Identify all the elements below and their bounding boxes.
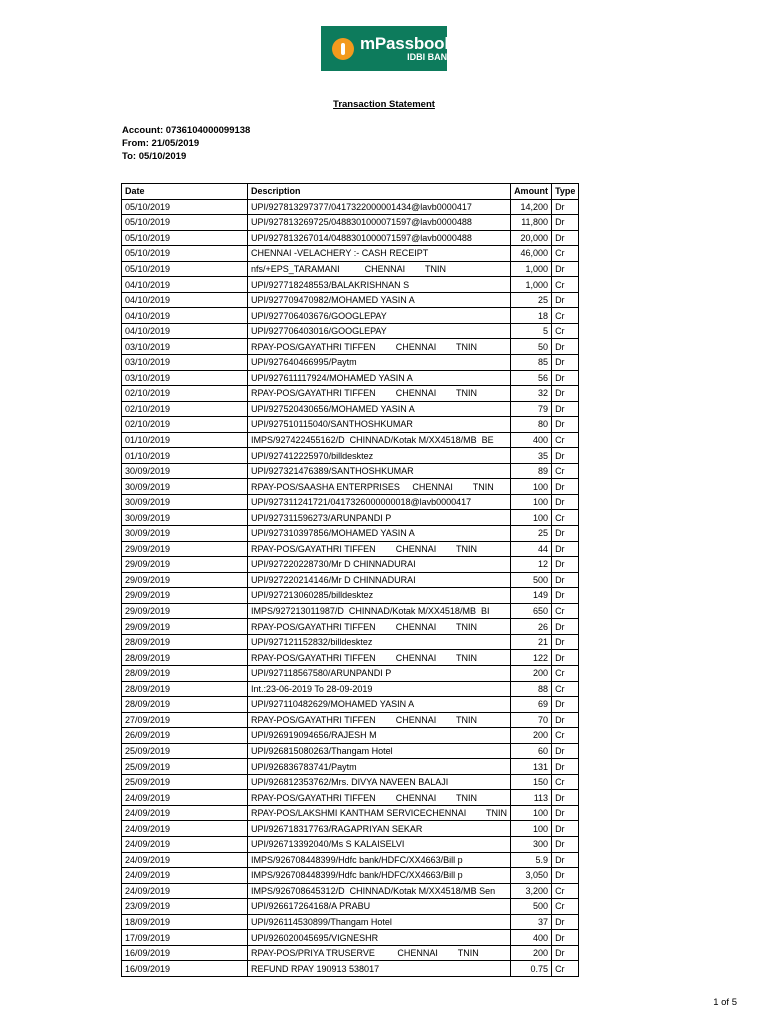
transaction-rows: [122, 199, 579, 976]
cell-amount: 85: [511, 355, 552, 371]
cell-description: UPI/926812353762/Mrs. DIVYA NAVEEN BALAJI: [248, 774, 511, 790]
transaction-table: [121, 183, 579, 977]
cell-description: UPI/927110482629/MOHAMED YASIN A: [248, 697, 511, 713]
table-row: [122, 463, 579, 479]
cell-description: UPI/926815080263/Thangam Hotel: [248, 743, 511, 759]
cell-date: 30/09/2019: [122, 479, 248, 495]
cell-date: 03/10/2019: [122, 339, 248, 355]
table-row: [122, 930, 579, 946]
cell-type: Dr: [552, 494, 579, 510]
cell-type: Cr: [552, 681, 579, 697]
cell-description: UPI/926114530899/Thangam Hotel: [248, 914, 511, 930]
cell-amount: 5: [511, 323, 552, 339]
table-row: [122, 899, 579, 915]
cell-description: UPI/927813297377/0417322000001434@lavb0000417: [248, 199, 511, 215]
table-row: [122, 650, 579, 666]
cell-date: 16/09/2019: [122, 961, 248, 977]
table-row: [122, 199, 579, 215]
cell-type: Dr: [552, 401, 579, 417]
cell-date: 04/10/2019: [122, 323, 248, 339]
cell-description: UPI/927310397856/MOHAMED YASIN A: [248, 526, 511, 542]
cell-description: UPI/927706403676/GOOGLEPAY: [248, 308, 511, 324]
cell-type: Dr: [552, 261, 579, 277]
cell-type: Dr: [552, 526, 579, 542]
cell-description: Int.:23-06-2019 To 28-09-2019: [248, 681, 511, 697]
cell-date: 05/10/2019: [122, 199, 248, 215]
cell-type: Dr: [552, 821, 579, 837]
logo-bank-name: IDBI BANK: [407, 52, 454, 62]
cell-date: 24/09/2019: [122, 868, 248, 884]
cell-date: 30/09/2019: [122, 463, 248, 479]
table-row: [122, 619, 579, 635]
cell-amount: 56: [511, 370, 552, 386]
table-row: [122, 852, 579, 868]
cell-date: 04/10/2019: [122, 292, 248, 308]
table-row: [122, 277, 579, 293]
table-row: [122, 323, 579, 339]
cell-type: Cr: [552, 728, 579, 744]
cell-description: UPI/927520430656/MOHAMED YASIN A: [248, 401, 511, 417]
page-number: 1 of 5: [713, 997, 737, 1008]
cell-amount: 32: [511, 386, 552, 402]
cell-type: Dr: [552, 572, 579, 588]
cell-type: Cr: [552, 463, 579, 479]
table-row: [122, 588, 579, 604]
cell-description: UPI/927640466995/Paytm: [248, 355, 511, 371]
table-row: [122, 308, 579, 324]
table-row: [122, 526, 579, 542]
cell-amount: 80: [511, 417, 552, 433]
cell-amount: 46,000: [511, 246, 552, 262]
cell-date: 27/09/2019: [122, 712, 248, 728]
cell-amount: 100: [511, 479, 552, 495]
table-row: [122, 494, 579, 510]
cell-type: Cr: [552, 308, 579, 324]
cell-date: 25/09/2019: [122, 743, 248, 759]
cell-type: Dr: [552, 588, 579, 604]
table-row: [122, 836, 579, 852]
cell-description: UPI/926617264168/A PRABU: [248, 899, 511, 915]
cell-amount: 44: [511, 541, 552, 557]
table-row: [122, 697, 579, 713]
cell-date: 29/09/2019: [122, 588, 248, 604]
logo-text: [360, 35, 454, 62]
cell-description: UPI/927311596273/ARUNPANDI P: [248, 510, 511, 526]
cell-type: Dr: [552, 759, 579, 775]
cell-amount: 150: [511, 774, 552, 790]
mpassbook-logo: [321, 26, 454, 71]
cell-date: 02/10/2019: [122, 417, 248, 433]
cell-date: 04/10/2019: [122, 277, 248, 293]
cell-date: 05/10/2019: [122, 261, 248, 277]
table-row: [122, 821, 579, 837]
cell-type: Dr: [552, 634, 579, 650]
cell-description: UPI/927709470982/MOHAMED YASIN A: [248, 292, 511, 308]
cell-type: Dr: [552, 914, 579, 930]
cell-description: RPAY-POS/GAYATHRI TIFFEN CHENNAI TNIN: [248, 790, 511, 806]
cell-description: RPAY-POS/PRIYA TRUSERVE CHENNAI TNIN: [248, 945, 511, 961]
table-row: [122, 339, 579, 355]
cell-type: Dr: [552, 448, 579, 464]
cell-amount: 100: [511, 805, 552, 821]
cell-amount: 88: [511, 681, 552, 697]
account-number: Account: 0736104000099138: [122, 125, 251, 136]
table-row: [122, 743, 579, 759]
table-row: [122, 541, 579, 557]
cell-date: 28/09/2019: [122, 697, 248, 713]
cell-date: 30/09/2019: [122, 526, 248, 542]
cell-type: Cr: [552, 665, 579, 681]
cell-description: UPI/927813269725/0488301000071597@lavb0000488: [248, 215, 511, 231]
table-row: [122, 868, 579, 884]
cell-date: 25/09/2019: [122, 774, 248, 790]
cell-date: 03/10/2019: [122, 370, 248, 386]
table-row: [122, 557, 579, 573]
cell-amount: 100: [511, 510, 552, 526]
cell-description: UPI/927121152832/billdesktez: [248, 634, 511, 650]
cell-date: 29/09/2019: [122, 572, 248, 588]
cell-type: Dr: [552, 945, 579, 961]
cell-description: RPAY-POS/SAASHA ENTERPRISES CHENNAI TNIN: [248, 479, 511, 495]
cell-description: UPI/927321476389/SANTHOSHKUMAR: [248, 463, 511, 479]
cell-description: UPI/927718248553/BALAKRISHNAN S: [248, 277, 511, 293]
table-row: [122, 261, 579, 277]
cell-amount: 650: [511, 603, 552, 619]
cell-amount: 20,000: [511, 230, 552, 246]
cell-type: Dr: [552, 479, 579, 495]
cell-amount: 25: [511, 526, 552, 542]
cell-amount: 400: [511, 930, 552, 946]
cell-description: RPAY-POS/LAKSHMI KANTHAM SERVICECHENNAI TNIN: [248, 805, 511, 821]
table-row: [122, 479, 579, 495]
cell-date: 05/10/2019: [122, 215, 248, 231]
cell-type: Cr: [552, 603, 579, 619]
cell-date: 29/09/2019: [122, 557, 248, 573]
table-row: [122, 246, 579, 262]
cell-description: UPI/927813267014/0488301000071597@lavb0000488: [248, 230, 511, 246]
cell-type: Dr: [552, 386, 579, 402]
cell-description: IMPS/926708448399/Hdfc bank/HDFC/XX4663/Bill p: [248, 852, 511, 868]
cell-date: 24/09/2019: [122, 790, 248, 806]
table-row: [122, 292, 579, 308]
table-row: [122, 448, 579, 464]
cell-amount: 149: [511, 588, 552, 604]
cell-type: Dr: [552, 868, 579, 884]
cell-type: Dr: [552, 930, 579, 946]
cell-type: Cr: [552, 323, 579, 339]
to-date: To: 05/10/2019: [122, 151, 187, 162]
cell-type: Cr: [552, 899, 579, 915]
cell-date: 02/10/2019: [122, 401, 248, 417]
table-row: [122, 665, 579, 681]
cell-amount: 0.75: [511, 961, 552, 977]
cell-description: RPAY-POS/GAYATHRI TIFFEN CHENNAI TNIN: [248, 650, 511, 666]
cell-type: Dr: [552, 697, 579, 713]
cell-description: RPAY-POS/GAYATHRI TIFFEN CHENNAI TNIN: [248, 712, 511, 728]
cell-type: Cr: [552, 277, 579, 293]
cell-type: Dr: [552, 836, 579, 852]
cell-description: nfs/+EPS_TARAMANI CHENNAI TNIN: [248, 261, 511, 277]
cell-type: Dr: [552, 790, 579, 806]
cell-date: 01/10/2019: [122, 432, 248, 448]
cell-description: RPAY-POS/GAYATHRI TIFFEN CHENNAI TNIN: [248, 386, 511, 402]
table-header-row: [122, 184, 579, 200]
cell-description: RPAY-POS/GAYATHRI TIFFEN CHENNAI TNIN: [248, 619, 511, 635]
table-row: [122, 386, 579, 402]
cell-date: 29/09/2019: [122, 603, 248, 619]
cell-date: 26/09/2019: [122, 728, 248, 744]
table-row: [122, 805, 579, 821]
cell-amount: 70: [511, 712, 552, 728]
cell-amount: 200: [511, 665, 552, 681]
cell-date: 23/09/2019: [122, 899, 248, 915]
header-type: Type: [552, 184, 579, 200]
cell-type: Dr: [552, 650, 579, 666]
cell-type: Dr: [552, 557, 579, 573]
cell-amount: 25: [511, 292, 552, 308]
cell-description: UPI/926836783741/Paytm: [248, 759, 511, 775]
cell-amount: 300: [511, 836, 552, 852]
cell-description: REFUND RPAY 190913 538017: [248, 961, 511, 977]
cell-description: UPI/927611117924/MOHAMED YASIN A: [248, 370, 511, 386]
cell-amount: 50: [511, 339, 552, 355]
cell-date: 28/09/2019: [122, 681, 248, 697]
table-row: [122, 759, 579, 775]
cell-type: Dr: [552, 417, 579, 433]
table-row: [122, 355, 579, 371]
cell-amount: 79: [511, 401, 552, 417]
cell-amount: 122: [511, 650, 552, 666]
cell-type: Dr: [552, 619, 579, 635]
cell-type: Dr: [552, 292, 579, 308]
cell-date: 30/09/2019: [122, 510, 248, 526]
cell-amount: 14,200: [511, 199, 552, 215]
table-row: [122, 417, 579, 433]
table-row: [122, 774, 579, 790]
table-row: [122, 681, 579, 697]
cell-description: UPI/927118567580/ARUNPANDI P: [248, 665, 511, 681]
cell-date: 25/09/2019: [122, 759, 248, 775]
header-date: Date: [122, 184, 248, 200]
header-amount: Amount: [511, 184, 552, 200]
cell-type: Dr: [552, 743, 579, 759]
cell-description: UPI/927510115040/SANTHOSHKUMAR: [248, 417, 511, 433]
cell-date: 29/09/2019: [122, 541, 248, 557]
cell-type: Cr: [552, 774, 579, 790]
cell-description: UPI/926718317763/RAGAPRIYAN SEKAR: [248, 821, 511, 837]
table-row: [122, 572, 579, 588]
cell-description: IMPS/927213011987/D CHINNAD/Kotak M/XX4518/MB BI: [248, 603, 511, 619]
cell-amount: 113: [511, 790, 552, 806]
cell-amount: 5.9: [511, 852, 552, 868]
cell-description: IMPS/927422455162/D CHINNAD/Kotak M/XX4518/MB BE: [248, 432, 511, 448]
table-row: [122, 945, 579, 961]
cell-description: UPI/926919094656/RAJESH M: [248, 728, 511, 744]
table-row: [122, 510, 579, 526]
table-row: [122, 883, 579, 899]
table-row: [122, 370, 579, 386]
account-info: [122, 124, 250, 163]
cell-date: 01/10/2019: [122, 448, 248, 464]
cell-amount: 100: [511, 821, 552, 837]
cell-description: CHENNAI -VELACHERY :- CASH RECEIPT: [248, 246, 511, 262]
cell-amount: 35: [511, 448, 552, 464]
table-row: [122, 401, 579, 417]
cell-type: Cr: [552, 246, 579, 262]
cell-amount: 11,800: [511, 215, 552, 231]
cell-description: UPI/926020045695/VIGNESHR: [248, 930, 511, 946]
cell-date: 24/09/2019: [122, 852, 248, 868]
cell-amount: 21: [511, 634, 552, 650]
cell-description: UPI/927706403016/GOOGLEPAY: [248, 323, 511, 339]
cell-date: 05/10/2019: [122, 246, 248, 262]
table-row: [122, 230, 579, 246]
cell-type: Cr: [552, 432, 579, 448]
cell-date: 28/09/2019: [122, 634, 248, 650]
cell-description: RPAY-POS/GAYATHRI TIFFEN CHENNAI TNIN: [248, 339, 511, 355]
table-row: [122, 790, 579, 806]
cell-date: 17/09/2019: [122, 930, 248, 946]
cell-date: 16/09/2019: [122, 945, 248, 961]
cell-date: 24/09/2019: [122, 883, 248, 899]
cell-date: 28/09/2019: [122, 650, 248, 666]
cell-amount: 500: [511, 899, 552, 915]
cell-description: UPI/927213060285/billdesktez: [248, 588, 511, 604]
cell-type: Dr: [552, 339, 579, 355]
cell-amount: 200: [511, 945, 552, 961]
cell-type: Dr: [552, 712, 579, 728]
cell-amount: 18: [511, 308, 552, 324]
cell-description: UPI/926713392040/Ms S KALAISELVI: [248, 836, 511, 852]
idbi-emblem-icon: [332, 38, 354, 60]
cell-type: Dr: [552, 199, 579, 215]
cell-type: Dr: [552, 805, 579, 821]
cell-description: UPI/927220228730/Mr D CHINNADURAI: [248, 557, 511, 573]
table-row: [122, 432, 579, 448]
cell-amount: 26: [511, 619, 552, 635]
table-row: [122, 914, 579, 930]
cell-amount: 100: [511, 494, 552, 510]
cell-type: Cr: [552, 510, 579, 526]
cell-amount: 500: [511, 572, 552, 588]
cell-amount: 3,200: [511, 883, 552, 899]
cell-amount: 3,050: [511, 868, 552, 884]
cell-date: 24/09/2019: [122, 821, 248, 837]
cell-type: Cr: [552, 883, 579, 899]
from-date: From: 21/05/2019: [122, 138, 200, 149]
cell-date: 29/09/2019: [122, 619, 248, 635]
header-description: Description: [248, 184, 511, 200]
cell-amount: 12: [511, 557, 552, 573]
cell-date: 24/09/2019: [122, 805, 248, 821]
table-row: [122, 603, 579, 619]
cell-amount: 69: [511, 697, 552, 713]
cell-description: RPAY-POS/GAYATHRI TIFFEN CHENNAI TNIN: [248, 541, 511, 557]
cell-type: Dr: [552, 370, 579, 386]
logo-brand: mPassbook: [360, 34, 454, 53]
table-row: [122, 634, 579, 650]
cell-description: IMPS/926708448399/Hdfc bank/HDFC/XX4663/Bill p: [248, 868, 511, 884]
cell-description: UPI/927311241721/0417326000000018@lavb0000417: [248, 494, 511, 510]
cell-amount: 89: [511, 463, 552, 479]
cell-amount: 1,000: [511, 261, 552, 277]
cell-amount: 37: [511, 914, 552, 930]
cell-amount: 1,000: [511, 277, 552, 293]
cell-date: 02/10/2019: [122, 386, 248, 402]
cell-date: 04/10/2019: [122, 308, 248, 324]
cell-type: Cr: [552, 961, 579, 977]
cell-description: IMPS/926708645312/D CHINNAD/Kotak M/XX4518/MB Sen: [248, 883, 511, 899]
cell-description: UPI/927220214146/Mr D CHINNADURAI: [248, 572, 511, 588]
cell-type: Dr: [552, 541, 579, 557]
cell-date: 03/10/2019: [122, 355, 248, 371]
cell-amount: 200: [511, 728, 552, 744]
table-row: [122, 961, 579, 977]
cell-type: Dr: [552, 215, 579, 231]
cell-date: 24/09/2019: [122, 836, 248, 852]
cell-date: 05/10/2019: [122, 230, 248, 246]
cell-type: Dr: [552, 852, 579, 868]
cell-amount: 131: [511, 759, 552, 775]
statement-title: Transaction Statement: [333, 99, 435, 110]
table-row: [122, 712, 579, 728]
cell-date: 28/09/2019: [122, 665, 248, 681]
cell-date: 30/09/2019: [122, 494, 248, 510]
cell-type: Dr: [552, 230, 579, 246]
table-row: [122, 215, 579, 231]
cell-type: Dr: [552, 355, 579, 371]
cell-amount: 60: [511, 743, 552, 759]
cell-date: 18/09/2019: [122, 914, 248, 930]
cell-amount: 400: [511, 432, 552, 448]
table-row: [122, 728, 579, 744]
cell-description: UPI/927412225970/billdesktez: [248, 448, 511, 464]
